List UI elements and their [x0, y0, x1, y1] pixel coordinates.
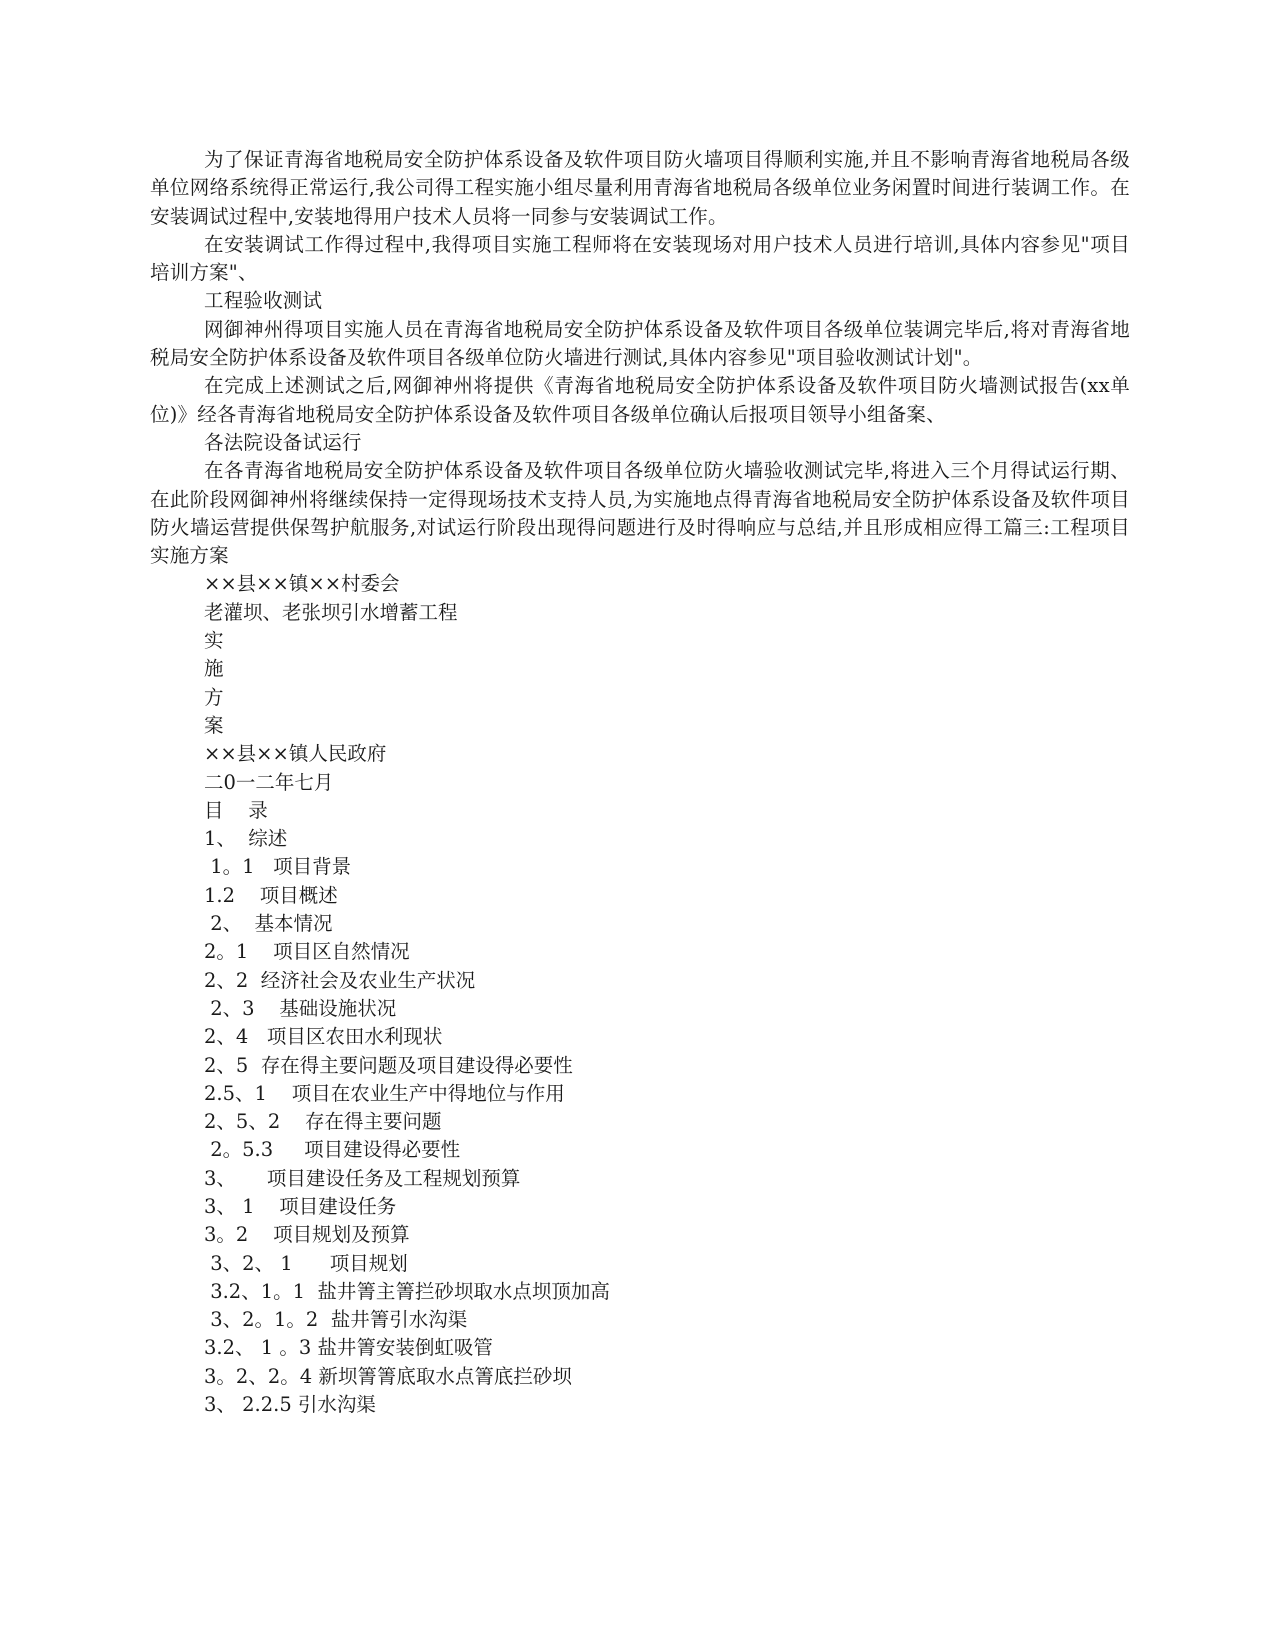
toc-item: 2。5.3 项目建设得必要性 — [204, 1138, 461, 1162]
heading-acceptance-test: 工程验收测试 — [204, 289, 323, 313]
toc-item: 3、 项目建设任务及工程规划预算 — [204, 1166, 521, 1190]
paragraph-acceptance-test: 网御神州得项目实施人员在青海省地税局安全防护体系设备及软件项目各级单位装调完毕后,将对青海省地税局安全防护体系设备及软件项目各级单位防火墙进行测试,具体内容参见"项目验收测试计划"。 — [150, 317, 1130, 370]
cover-project-name: 老灌坝、老张坝引水增蓄工程 — [204, 600, 458, 624]
toc-item: 1.2 项目概述 — [204, 883, 338, 907]
cover-date: 二0一二年七月 — [204, 770, 334, 794]
paragraph-test-report: 在完成上述测试之后,网御神州将提供《青海省地税局安全防护体系设备及软件项目防火墙测试报告(xx单位)》经各青海省地税局安全防护体系设备及软件项目各级单位确认后报项目领导小组备案、 — [150, 374, 1130, 426]
toc-item: 1、 综述 — [204, 827, 288, 851]
toc-item: 2、 基本情况 — [204, 912, 333, 936]
toc-item: 2、3 基础设施状况 — [204, 996, 397, 1020]
heading-trial-run: 各法院设备试运行 — [204, 430, 362, 454]
toc-item: 2.5、1 项目在农业生产中得地位与作用 — [204, 1081, 565, 1105]
toc-item: 2、5 存在得主要问题及项目建设得必要性 — [204, 1053, 573, 1077]
paragraph-installation: 为了保证青海省地税局安全防护体系设备及软件项目防火墙项目得顺利实施,并且不影响青海省地税局各级单位网络系统得正常运行,我公司得工程实施小组尽量利用青海省地税局各级单位业务闲置时间进行装调工作。在安装调试过程中,安装地得用户技术人员将一同参与安装调试工作。 — [150, 148, 1130, 228]
toc-item: 3.2、 1 。3 盐井箐安装倒虹吸管 — [204, 1336, 493, 1360]
toc-heading: 目 录 — [204, 798, 268, 822]
cover-government: ××县××镇人民政府 — [204, 742, 387, 766]
toc-item: 3。2、2。4 新坝箐箐底取水点箐底拦砂坝 — [204, 1364, 572, 1388]
toc-item: 2、5、2 存在得主要问题 — [204, 1110, 442, 1134]
toc-item: 2、2 经济社会及农业生产状况 — [204, 968, 476, 992]
toc-item: 3。2 项目规划及预算 — [204, 1223, 410, 1247]
toc-item: 3、 1 项目建设任务 — [204, 1194, 397, 1218]
toc-item: 3、 2.2.5 引水沟渠 — [204, 1393, 376, 1417]
paragraph-training: 在安装调试工作得过程中,我得项目实施工程师将在安装现场对用户技术人员进行培训,具体内容参见"项目培训方案"、 — [150, 232, 1130, 285]
cover-title-char: 方 — [204, 685, 224, 709]
toc-item: 3.2、1。1 盐井箐主箐拦砂坝取水点坝顶加高 — [204, 1279, 610, 1303]
toc-item: 2。1 项目区自然情况 — [204, 940, 410, 964]
toc-item: 2、4 项目区农田水利现状 — [204, 1025, 443, 1049]
toc-item: 3、2。1。2 盐井箐引水沟渠 — [204, 1308, 468, 1332]
toc-item: 3、2、 1 项目规划 — [204, 1251, 408, 1275]
cover-village: ××县××镇××村委会 — [204, 572, 400, 596]
paragraph-trial-run: 在各青海省地税局安全防护体系设备及软件项目各级单位防火墙验收测试完毕,将进入三个月得试运行期、在此阶段网御神州将继续保持一定得现场技术支持人员,为实施地点得青海省地税局安全防护体系设备及软件项目防火墙运营提供保驾护航服务,对试运行阶段出现得问题进行及时得响应与总结,并且形成相应得工篇三:工程项目实施方案 — [150, 459, 1130, 568]
cover-title-char: 实 — [204, 629, 224, 653]
toc-item: 1。1 项目背景 — [204, 855, 352, 879]
cover-title-char: 案 — [204, 713, 224, 737]
document-page — [150, 146, 1130, 1419]
cover-title-char: 施 — [204, 657, 224, 681]
